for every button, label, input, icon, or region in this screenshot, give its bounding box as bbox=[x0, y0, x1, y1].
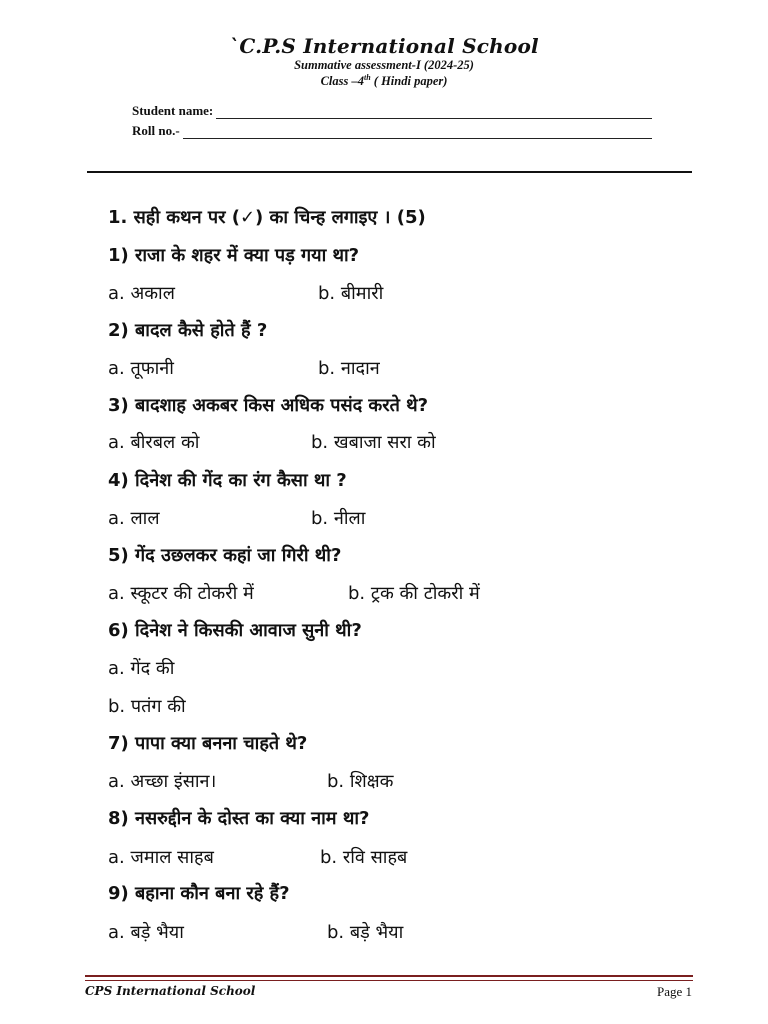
question-7-option-b: b. शिक्षक bbox=[327, 771, 394, 792]
question-3-option-b: b. खबाजा सरा को bbox=[311, 432, 436, 453]
question-2: 2) बादल कैसे होते हैं ? bbox=[108, 320, 268, 341]
question-8-option-b: b. रवि साहब bbox=[320, 847, 408, 868]
question-5-option-a: a. स्कूटर की टोकरी में bbox=[108, 583, 254, 604]
footer-school-name: CPS International School bbox=[85, 984, 256, 998]
footer-divider-thick bbox=[85, 975, 693, 977]
question-4-options bbox=[108, 506, 708, 530]
question-6: 6) दिनेश ने किसकी आवाज सुनी थी? bbox=[108, 620, 362, 641]
question-7-option-a: a. अच्छा इंसान। bbox=[108, 771, 217, 792]
question-2-options bbox=[108, 356, 708, 380]
question-7-options bbox=[108, 769, 708, 793]
question-8: 8) नसरुद्दीन के दोस्त का क्या नाम था? bbox=[108, 808, 370, 829]
student-name-row bbox=[132, 103, 652, 119]
question-4: 4) दिनेश की गेंद का रंग कैसा था ? bbox=[108, 470, 347, 491]
question-5: 5) गेंद उछलकर कहां जा गिरी थी? bbox=[108, 545, 342, 566]
question-1: 1) राजा के शहर में क्या पड़ गया था? bbox=[108, 245, 360, 266]
question-3: 3) बादशाह अकबर किस अधिक पसंद करते थे? bbox=[108, 395, 429, 416]
question-9-option-b: b. बड़े भैया bbox=[327, 922, 404, 943]
section-heading: 1. सही कथन पर (✓) का चिन्ह लगाइए । (5) bbox=[108, 207, 426, 228]
question-9-options bbox=[108, 920, 708, 944]
class-prefix: Class –4 bbox=[320, 74, 364, 89]
question-7: 7) पापा क्या बनना चाहते थे? bbox=[108, 733, 308, 754]
class-line bbox=[0, 73, 768, 89]
roll-number-blank bbox=[183, 126, 652, 139]
class-superscript: th bbox=[364, 73, 371, 82]
question-2-option-b: b. नादान bbox=[318, 358, 380, 379]
question-3-option-a: a. बीरबल को bbox=[108, 432, 200, 453]
question-4-option-b: b. नीला bbox=[311, 508, 366, 529]
question-6-option-b: b. पतंग की bbox=[108, 696, 186, 717]
question-1-options bbox=[108, 281, 708, 305]
question-9-option-a: a. बड़े भैया bbox=[108, 922, 184, 943]
question-4-option-a: a. लाल bbox=[108, 508, 160, 529]
question-2-option-a: a. तूफानी bbox=[108, 358, 174, 379]
student-name-label: Student name: bbox=[132, 103, 214, 118]
footer-divider-thin bbox=[85, 980, 693, 981]
header-divider bbox=[87, 171, 692, 173]
question-1-option-b: b. बीमारी bbox=[318, 283, 384, 304]
question-1-option-a: a. अकाल bbox=[108, 283, 175, 304]
roll-number-row bbox=[132, 123, 652, 139]
exam-title: Summative assessment-I (2024-25) bbox=[294, 58, 474, 72]
question-5-option-b: b. ट्रक की टोकरी में bbox=[348, 583, 480, 604]
page-number: Page 1 bbox=[656, 984, 692, 999]
question-9: 9) बहाना कौन बना रहे हैं? bbox=[108, 883, 290, 904]
question-8-options bbox=[108, 845, 708, 869]
question-3-options bbox=[108, 430, 708, 454]
student-name-blank bbox=[216, 106, 652, 119]
school-title: `C.P.S International School bbox=[229, 34, 539, 58]
question-6-option-a: a. गेंद की bbox=[108, 658, 175, 679]
question-5-options bbox=[108, 581, 708, 605]
class-suffix: ( Hindi paper) bbox=[370, 74, 448, 89]
roll-number-label: Roll no.- bbox=[132, 123, 180, 138]
question-8-option-a: a. जमाल साहब bbox=[108, 847, 214, 868]
